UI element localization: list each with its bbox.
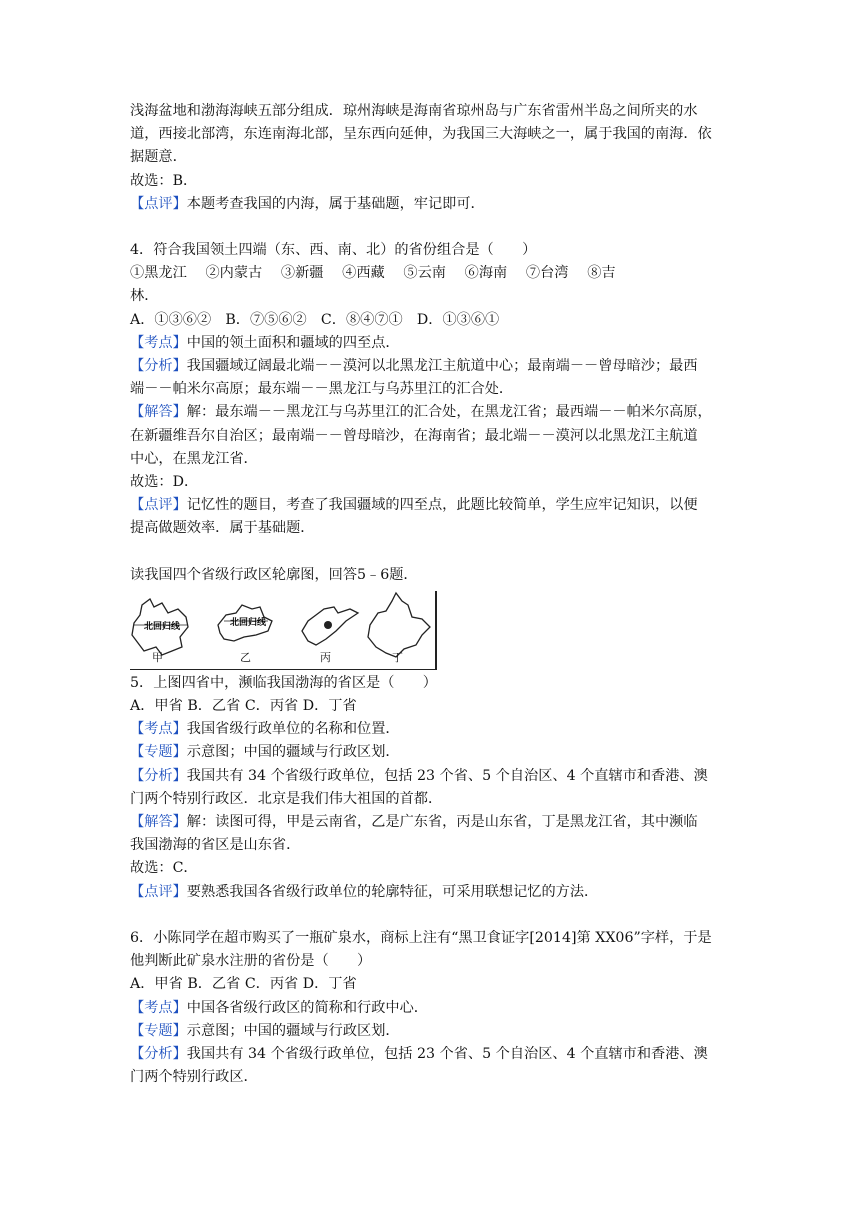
review-text: 要熟悉我国各省级行政单位的轮廓特征，可采用联想记忆的方法． xyxy=(186,883,599,900)
q5-options: A．甲省 B．乙省 C．丙省 D．丁省 xyxy=(130,698,357,715)
kaodian-text: 中国各省级行政区的简称和行政中心． xyxy=(186,999,428,1016)
province-outlines xyxy=(130,591,433,668)
figure-label-jia: 甲 xyxy=(152,650,163,664)
figure-label-yi: 乙 xyxy=(240,650,251,664)
review-text: 本题考查我国的内海，属于基础题，牢记即可． xyxy=(186,195,485,212)
zhuanti-tag: 【专题】 xyxy=(130,744,187,761)
intro-line-3: 据题意． xyxy=(130,149,187,166)
q4-options: A．①③⑥② B．⑦⑤⑥② C．⑧④⑦① D．①③⑥① xyxy=(130,311,500,328)
q5-answer: 故选：C． xyxy=(130,860,198,877)
q6-fenxi-2: 门两个特别行政区． xyxy=(130,1069,258,1086)
q4-jieda-3: 中心，在黑龙江省． xyxy=(130,450,258,467)
q4-fenxi-2: 端－－帕米尔高原；最东端－－黑龙江与乌苏里江的汇合处． xyxy=(130,381,514,398)
q6-stem-1: 6．小陈同学在超市购买了一瓶矿泉水，商标上注有“黑卫食证字[2014]第 XX06”字样，于是 xyxy=(130,929,712,946)
review-text: 记忆性的题目，考查了我国疆域的四至点，此题比较简单，学生应牢记知识，以便 xyxy=(186,497,698,514)
q4-review-1 xyxy=(130,494,742,517)
fenxi-text: 我国共有 34 个省级行政单位，包括 23 个省、5 个自治区、4 个直辖市和香港、澳 xyxy=(186,767,708,784)
zhuanti-tag: 【专题】 xyxy=(130,1022,187,1039)
province-outline-figure xyxy=(130,591,437,670)
outline-ding xyxy=(368,593,430,657)
q4-answer: 故选：D． xyxy=(130,474,199,491)
review-tag: 【点评】 xyxy=(130,195,187,212)
q6-fenxi-1 xyxy=(130,1043,742,1066)
fenxi-tag: 【分析】 xyxy=(130,1045,187,1062)
fenxi-text: 我国疆域辽阔最北端－－漠河以北黑龙江主航道中心；最南端－－曾母暗沙；最西 xyxy=(186,358,698,375)
jieda-tag: 【解答】 xyxy=(130,404,187,421)
kaodian-tag: 【考点】 xyxy=(130,334,187,351)
intro-answer: 故选：B． xyxy=(130,172,198,189)
map-text-jia: 北回归线 xyxy=(144,621,181,632)
fenxi-tag: 【分析】 xyxy=(130,767,187,784)
jieda-tag: 【解答】 xyxy=(130,814,187,831)
figure-label-ding: 丁 xyxy=(392,650,403,664)
kaodian-text: 中国的领土面积和疆域的四至点． xyxy=(186,334,400,351)
q5-stem: 5．上图四省中，濒临我国渤海的省区是（ ） xyxy=(130,674,437,691)
map-text-yi: 北回归线 xyxy=(230,617,267,628)
zhuanti-text: 示意图；中国的疆域与行政区划． xyxy=(186,1022,400,1039)
q5-jieda-2: 我国渤海的省区是山东省． xyxy=(130,837,301,854)
jieda-text: 解：最东端－－黑龙江与乌苏里江的汇合处，在黑龙江省；最西端－－帕米尔高原， xyxy=(186,404,712,421)
q5-jieda-1 xyxy=(130,811,742,834)
q4-jieda-2: 在新疆维吾尔自治区；最南端－－曾母暗沙，在海南省；最北端－－漠河以北黑龙江主航道 xyxy=(130,427,698,444)
q5-fenxi-2: 门两个特别行政区．北京是我们伟大祖国的首都． xyxy=(130,790,443,807)
jieda-text: 解：读图可得，甲是云南省，乙是广东省，丙是山东省，丁是黑龙江省，其中濒临 xyxy=(186,814,698,831)
q4-items-line-2: 林． xyxy=(130,288,159,305)
q5-kaodian xyxy=(130,718,742,741)
q6-options: A．甲省 B．乙省 C．丙省 D．丁省 xyxy=(130,976,357,993)
reading-prompt: 读我国四个省级行政区轮廓图，回答5﹣6题． xyxy=(130,566,418,583)
q4-kaodian xyxy=(130,332,742,355)
q4-items-line-1: ①黑龙江 ②内蒙古 ③新疆 ④西藏 ⑤云南 ⑥海南 ⑦台湾 ⑧吉 xyxy=(130,265,616,282)
zhuanti-text: 示意图；中国的疆域与行政区划． xyxy=(186,744,400,761)
q5-fenxi-1 xyxy=(130,765,742,788)
q5-zhuanti xyxy=(130,741,742,764)
q6-kaodian xyxy=(130,997,742,1020)
kaodian-tag: 【考点】 xyxy=(130,721,187,738)
fenxi-tag: 【分析】 xyxy=(130,358,187,375)
review-tag: 【点评】 xyxy=(130,883,187,900)
q6-zhuanti xyxy=(130,1020,742,1043)
review-tag: 【点评】 xyxy=(130,497,187,514)
document-page xyxy=(130,100,742,1089)
q5-review xyxy=(130,881,742,904)
figure-label-bing: 丙 xyxy=(320,650,331,664)
intro-review xyxy=(130,193,742,216)
q4-jieda-1 xyxy=(130,401,742,424)
intro-line-2: 道，西接北部湾，东连南海北部，呈东西向延伸，为我国三大海峡之一，属于我国的南海．依 xyxy=(130,126,712,143)
q4-fenxi-1 xyxy=(130,355,742,378)
kaodian-tag: 【考点】 xyxy=(130,999,187,1016)
kaodian-text: 我国省级行政单位的名称和位置． xyxy=(186,721,400,738)
intro-line-1: 浅海盆地和渤海海峡五部分组成．琼州海峡是海南省琼州岛与广东省雷州半岛之间所夹的水 xyxy=(130,103,698,119)
q6-stem-2: 他判断此矿泉水注册的省份是（ ） xyxy=(130,953,372,970)
fenxi-text: 我国共有 34 个省级行政单位，包括 23 个省、5 个自治区、4 个直辖市和香港、澳 xyxy=(186,1045,708,1062)
q4-stem: 4．符合我国领土四端（东、西、南、北）的省份组合是（ ） xyxy=(130,242,537,259)
q4-review-2: 提高做题效率．属于基础题． xyxy=(130,520,315,537)
